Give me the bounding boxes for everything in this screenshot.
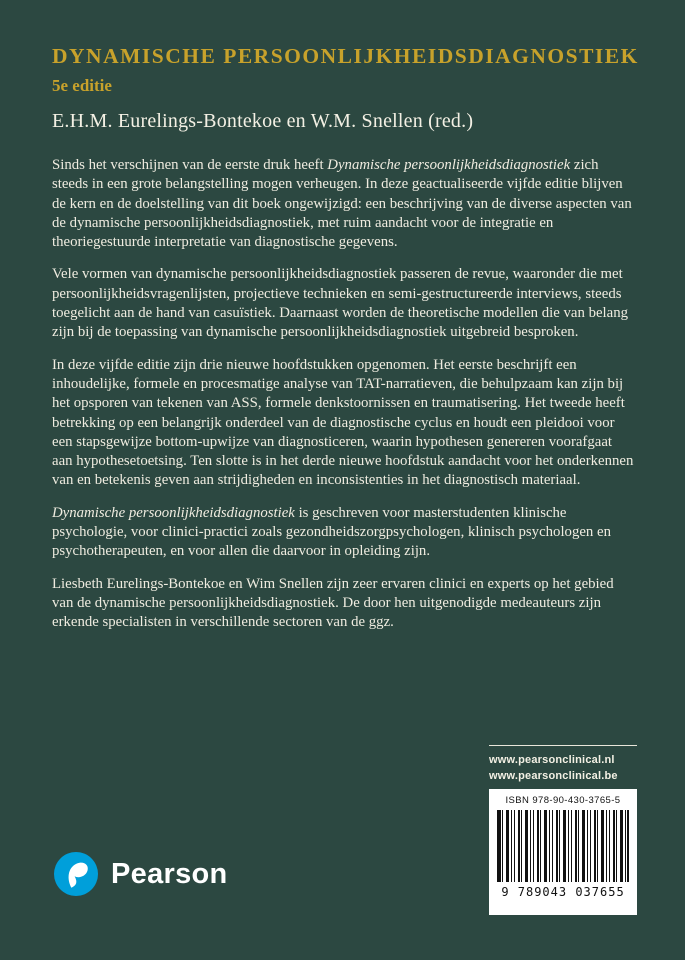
edition-label: 5e editie — [52, 76, 112, 95]
website-be: www.pearsonclinical.be — [489, 770, 618, 782]
isbn-label: ISBN 978-90-430-3765-5 — [505, 795, 621, 806]
website-nl: www.pearsonclinical.nl — [489, 754, 615, 766]
body-paragraph: Liesbeth Eurelings-Bontekoe en Wim Snellen zijn zeer ervaren clinici en experts op het gebied van de dynamische persoonlijkheidsdiagnostiek. De door hen uitgenodigde medeauteurs zijn erkende specialisten in verschillende sectoren van de ggz. — [52, 575, 614, 631]
publisher-logo — [54, 852, 228, 896]
book-title: DYNAMISCHE PERSOONLIJKHEIDSDIAGNOSTIEK — [52, 44, 639, 68]
barcode-number: 9 789043 037655 — [501, 885, 625, 899]
body-paragraph: Vele vormen van dynamische persoonlijkheidsdiagnostiek passeren de revue, waaronder die met persoonlijkheidsvragenlijsten, projectieve technieken en semi-gestructureerde interviews, steeds toegelicht aan de hand van casuïstiek. Daarnaast worden de theoretische modellen die van belang zijn bij de toepassing van dynamische persoonlijkheidsdiagnostiek uitgebreid besproken. — [52, 266, 629, 341]
pearson-swirl-icon — [54, 852, 98, 896]
barcode-block — [489, 789, 637, 915]
body-paragraph: In deze vijfde editie zijn drie nieuwe hoofdstukken opgenomen. Het eerste beschrijft een inhoudelijke, formele en procesmatige analyse van TAT-narratieven, die behulpzaam kan zijn bij het opsporen van tekenen van ASS, formele denkstoornissen en traumatisering. Het tweede heeft betrekking op een belangrijk onderdeel van de diagnostische cyclus en houdt een pleidooi voor een stapsgewijze bottom-upwijze van diagnosticeren, waarin hypothesen genereren voorafgaat aan hypothesetoetsing. Ten slotte is in het derde nieuwe hoofdstuk aandacht voor het onderkennen van en betekenis geven aan strijdigheden en inconsistenties in het diagnostisch materiaal. — [52, 356, 634, 489]
back-cover-blurb — [52, 156, 636, 646]
publisher-websites-block — [489, 745, 637, 784]
body-paragraph: Dynamische persoonlijkheidsdiagnostiek is geschreven voor masterstudenten klinische psychologie, voor clinici-practici zoals gezondheidszorgpsychologen, klinisch psychologen en psychotherapeuten, en voor allen die daarvoor in opleiding zijn. — [52, 504, 611, 560]
publisher-name: Pearson — [111, 857, 228, 890]
body-paragraph: Sinds het verschijnen van de eerste druk heeft Dynamische persoonlijkheidsdiagnostiek zich steeds in een grote belangstelling mogen verheugen. In deze geactualiseerde vijfde editie blijven de kern en de doelstelling van dit boek ongewijzigd: een beschrijving van de diverse aspecten van de dynamische persoonlijkheidsdiagnostiek, met ruim aandacht voor de integratie en theoriegestuurde interpretatie van diagnostische gegevens. — [52, 157, 632, 251]
authors-line: E.H.M. Eurelings-Bontekoe en W.M. Snellen (red.) — [52, 110, 474, 132]
divider-line — [489, 745, 637, 746]
barcode-icon — [497, 810, 629, 882]
